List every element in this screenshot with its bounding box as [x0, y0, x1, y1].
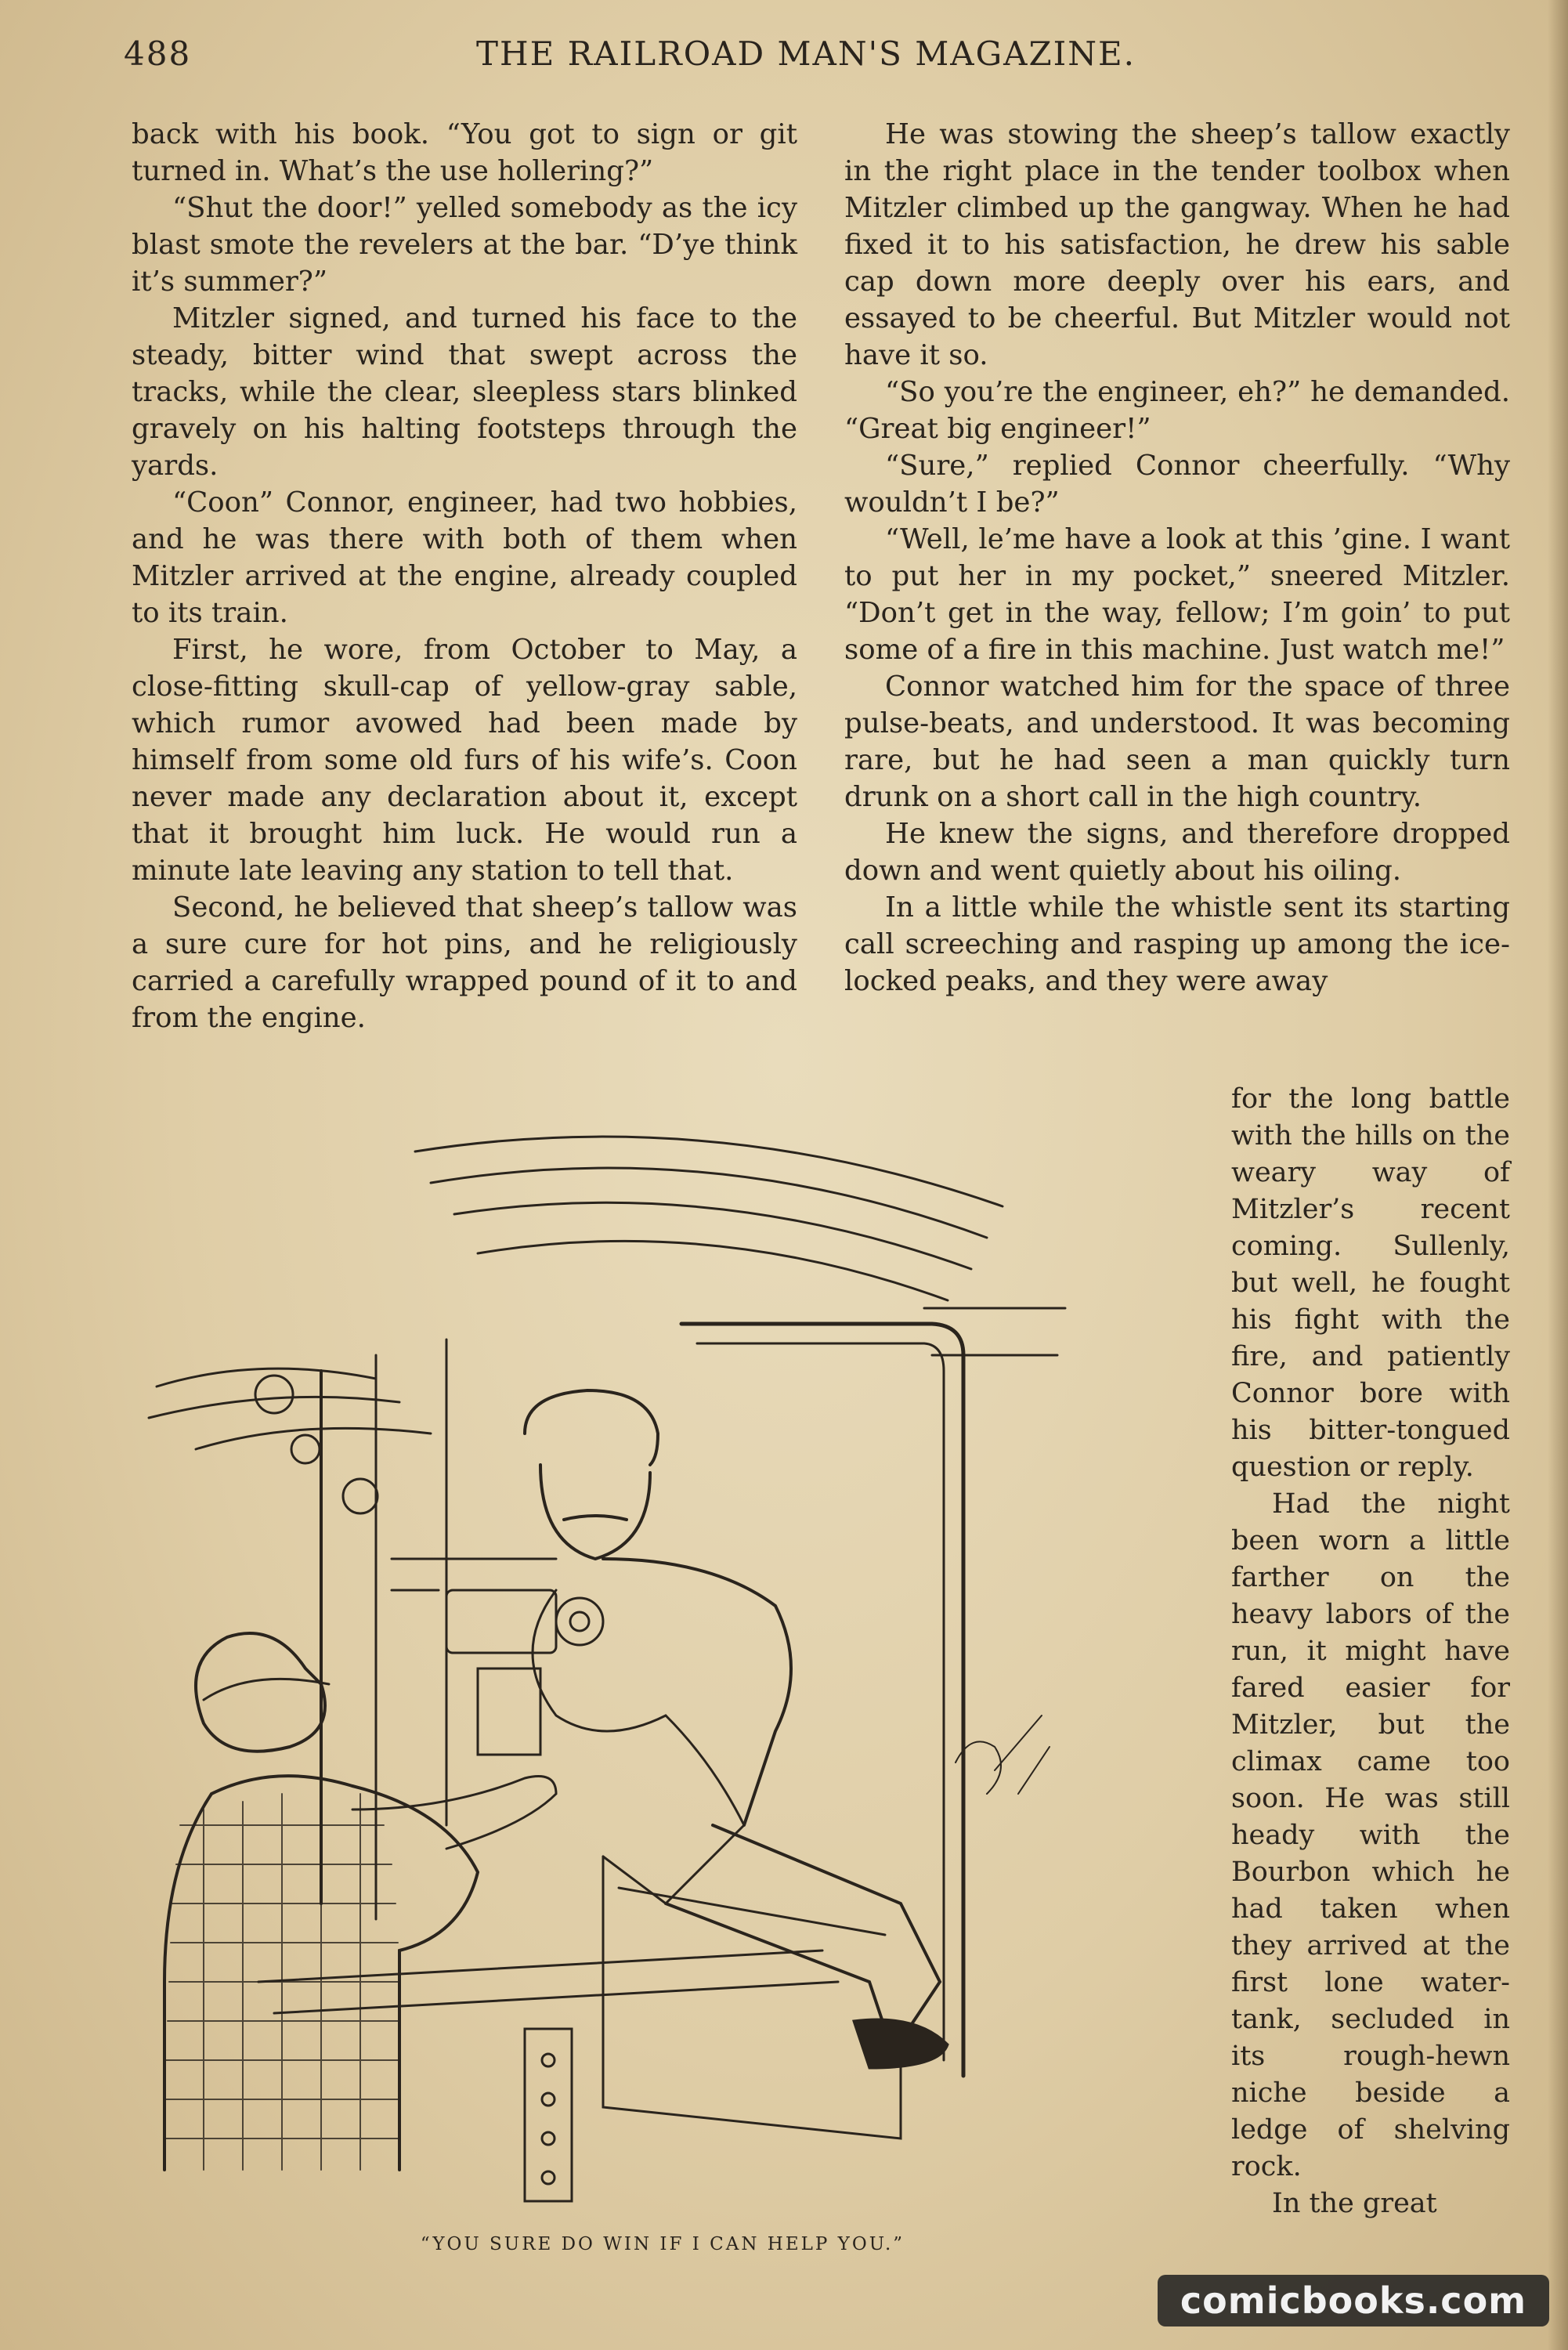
paragraph: “Shut the door!” yelled somebody as the icy blast smote the revelers at the bar. “D’ye think it’s summer?” [132, 192, 797, 298]
paragraph: In a little while the whistle sent its starting call screeching and rasping up among the ice-locked peaks, and they were away [844, 891, 1510, 997]
paragraph: “So you’re the engineer, eh?” he demanded. “Great big engineer!” [844, 376, 1510, 445]
paragraph: In the great [1272, 2188, 1437, 2219]
paragraph: Had the night been worn a little farther on the heavy labors of the run, it might have fared easier for Mitzler, but the climax came too soon. He was still heady with the Bourbon which he had taken when they arrived at the first lone water-tank, secluded in its rough-hewn niche beside a ledge of shelving rock. [1231, 1488, 1510, 2182]
paragraph: “Coon” Connor, engineer, had two hobbies, and he was there with both of them when Mitzler arrived at the engine, already coupled to its train. [132, 486, 797, 629]
paragraph: Connor watched him for the space of three pulse-beats, and understood. It was becoming rare, but he had seen a man quickly turn drunk on a short call in the high country. [844, 671, 1510, 813]
paragraph: He was stowing the sheep’s tallow exactly in the right place in the tender toolbox when Mitzler climbed up the gangway. When he had fixed it to his satisfaction, he drew his sable cap down more deeply over his ears, and essayed to be cheerful. But Mitzler would not have it so. [844, 118, 1510, 371]
paragraph: He knew the signs, and therefore dropped down and went quietly about his oiling. [844, 818, 1510, 887]
left-column [132, 116, 797, 1036]
engine-cab-illustration [117, 1120, 1190, 2217]
site-watermark: comicbooks.com [1158, 2275, 1549, 2326]
illustration-caption: “YOU SURE DO WIN IF I CAN HELP YOU.” [420, 2234, 905, 2254]
page-number: 488 [124, 34, 192, 73]
paragraph: “Sure,” replied Connor cheerfully. “Why wouldn’t I be?” [844, 450, 1510, 519]
paragraph: Second, he believed that sheep’s tallow was a sure cure for hot pins, and he religiously carried a carefully wrapped pound of it to and from the engine. [132, 891, 797, 1034]
paragraph: “Well, le’me have a look at this ’gine. I want to put her in my pocket,” sneered Mitzler. “Don’t get in the way, fellow; I’m goin’ to put some of a fire in this machine. Just watch me!” [844, 523, 1510, 666]
right-narrow-column [1231, 1081, 1510, 2222]
right-column [844, 116, 1510, 1000]
paragraph: First, he wore, from October to May, a close-fitting skull-cap of yellow-gray sable, which rumor avowed had been made by himself from some old furs of his wife’s. Coon never made any declaration about it, except that it brought him luck. He would run a minute late leaving any station to tell that. [132, 634, 797, 887]
paragraph: Mitzler signed, and turned his face to the steady, bitter wind that swept across the tracks, while the clear, sleepless stars blinked gravely on his halting footsteps through the yards. [132, 302, 797, 482]
paragraph: for the long battle with the hills on the weary way of Mitzler’s recent coming. Sullenly, but well, he fought his fight with the fire, and patiently Connor bore with his bitter-tongued question or reply. [1231, 1083, 1510, 1483]
magazine-title: THE RAILROAD MAN'S MAGAZINE. [476, 34, 1136, 73]
page-header [124, 34, 1165, 81]
paragraph: back with his book. “You got to sign or git turned in. What’s the use hollering?” [132, 118, 797, 187]
